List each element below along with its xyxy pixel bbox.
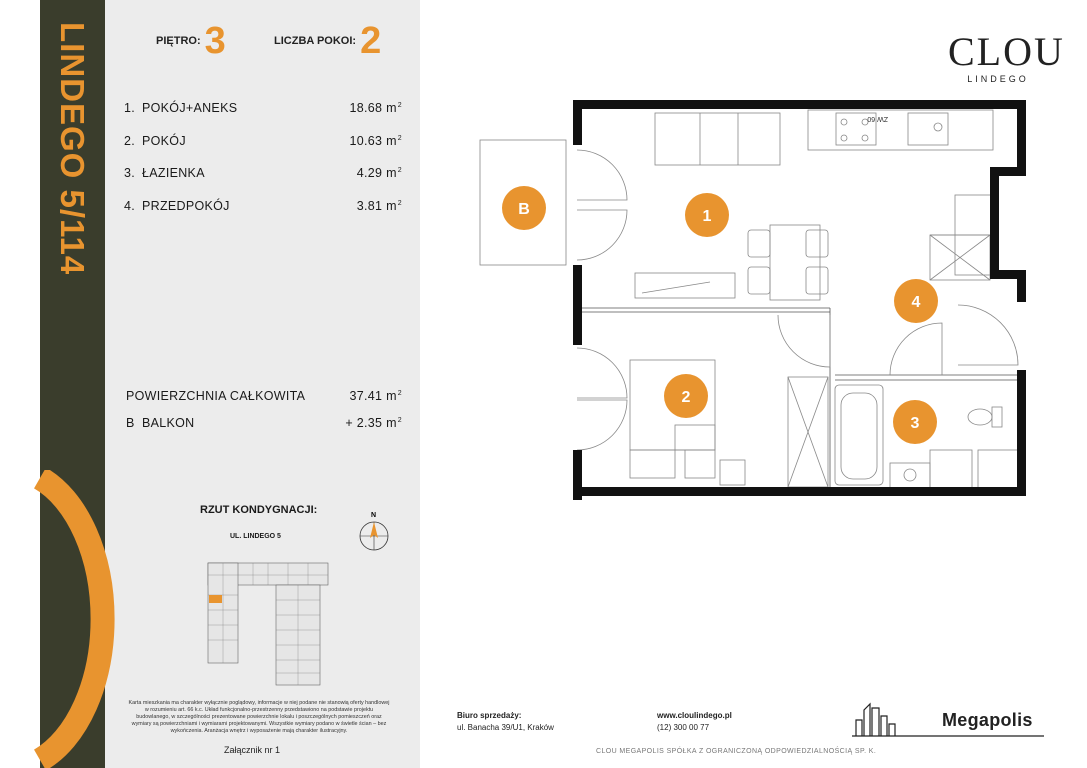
developer-name: Megapolis (942, 710, 1033, 730)
sales-office-address: ul. Banacha 39/U1, Kraków (457, 723, 554, 732)
compass-icon (356, 508, 392, 552)
room-row: 1. POKÓJ+ANEKS 18.68 $m^2$ (124, 101, 402, 115)
sales-office-label: Biuro sprzedaży: (457, 711, 522, 720)
room-area: 4.29 $m^2$ (356, 166, 402, 180)
svg-text:B: B (518, 201, 530, 218)
floor-plan-title: RZUT KONDYGNACJI: (200, 504, 318, 516)
phone-number: (12) 300 00 77 (657, 723, 710, 732)
company-name: CLOU MEGAPOLIS SPÓŁKA Z OGRANICZONĄ ODPOWIEDZIALNOŚCIĄ SP. K. (596, 748, 877, 755)
cooktop-label: ZW 60 (867, 115, 888, 122)
svg-text:4: 4 (911, 294, 921, 311)
decorative-arc (0, 470, 140, 768)
svg-text:1: 1 (702, 208, 712, 225)
room-row: 2. POKÓJ 10.63 $m^2$ (124, 134, 402, 148)
room-area: 3.81 $m^2$ (356, 199, 402, 213)
floor-info (156, 22, 226, 60)
svg-text:3: 3 (910, 415, 920, 432)
room-area: 10.63 $m^2$ (349, 134, 402, 148)
balcony-row: B BALKON + 2.35 $m^2$ (126, 416, 402, 430)
room-name: PRZEDPOKÓJ (142, 199, 230, 213)
apartment-marker (209, 595, 222, 603)
street-label: UL. LINDEGO 5 (230, 533, 281, 540)
rooms-count-value: 2 (360, 20, 382, 62)
total-area-row: POWIERZCHNIA CAŁKOWITA 37.41 $m^2$ (126, 389, 402, 403)
svg-text:N: N (371, 512, 377, 519)
room-name: ŁAZIENKA (142, 166, 205, 180)
building-title: LINDEGO 5/114 (54, 22, 91, 276)
clou-logo: CLOU LINDEGO (948, 29, 1065, 84)
rooms-count-info (274, 22, 381, 60)
apartment-floor-plan (470, 95, 1030, 505)
room-area: 18.68 $m^2$ (349, 101, 402, 115)
room-row: 4. PRZEDPOKÓJ 3.81 $m^2$ (124, 199, 402, 213)
svg-text:2: 2 (681, 389, 691, 406)
room-name: POKÓJ+ANEKS (142, 101, 238, 115)
rooms-count-label: LICZBA POKOI: (274, 35, 357, 47)
annex-label: Załącznik nr 1 (224, 745, 281, 755)
floor-label: PIĘTRO: (156, 35, 201, 47)
floor-value: 3 (204, 20, 226, 62)
room-row: 3. ŁAZIENKA 4.29 $m^2$ (124, 166, 402, 180)
website-link[interactable]: www.cloulindego.pl (657, 711, 732, 720)
room-name: POKÓJ (142, 134, 186, 148)
disclaimer-text: Karta mieszkania ma charakter wyłącznie poglądowy, informacje w niej podane nie stanowią oferty handlowej w rozumieniu art. 66 k.c. Układ funkcjonalno-przestrzenny przedstawiono na podstawie projektu budowlanego, w szczególności prezentowane powierzchnie lokalu i poszczególnych pomieszczeń oraz wymiary są powierzchniami i wymiarami projektowanymi. Wszystkie wymiary podano w świetle ścian – bez wykończenia. Aranżacja wnętrz i wyposażenie mają charakter ilustracyjny. (128, 700, 390, 734)
site-plan (198, 555, 338, 690)
